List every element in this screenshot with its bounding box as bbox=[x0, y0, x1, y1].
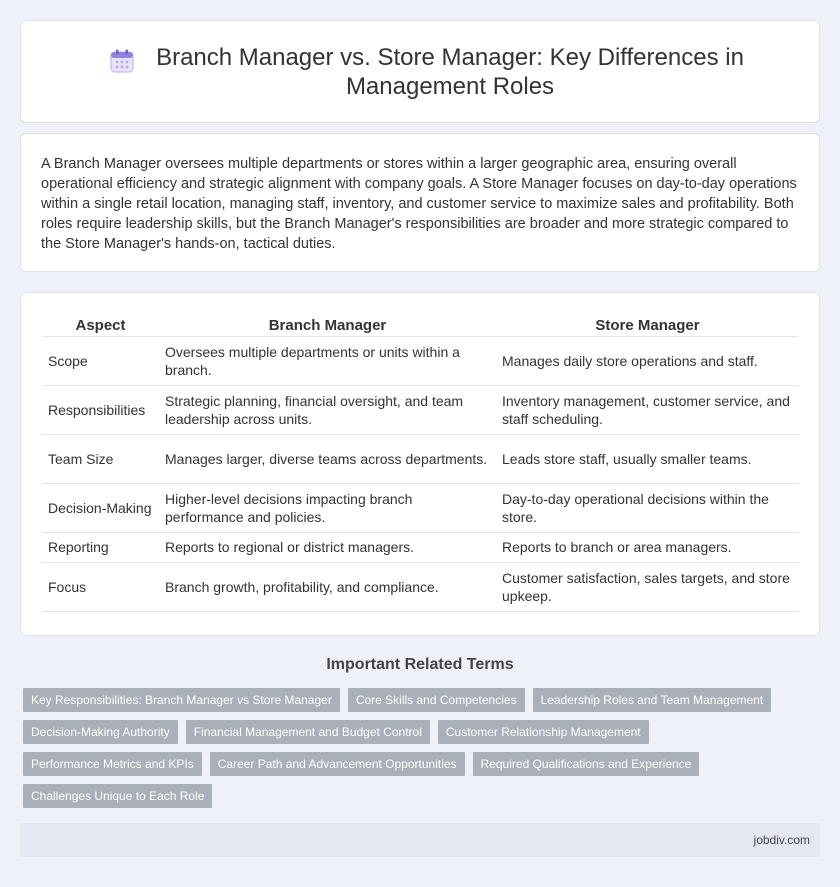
page-title: Branch Manager vs. Store Manager: Key Differences in Management Roles bbox=[156, 43, 744, 100]
related-terms-list bbox=[23, 688, 783, 816]
column-header-store-manager: Store Manager bbox=[496, 314, 799, 336]
table-row bbox=[42, 385, 799, 434]
aspect-cell: Team Size bbox=[42, 434, 159, 483]
related-term-link[interactable]: Career Path and Advancement Opportunities bbox=[210, 752, 465, 776]
column-header-branch-manager: Branch Manager bbox=[159, 314, 496, 336]
store-manager-cell: Manages daily store operations and staff. bbox=[496, 336, 799, 385]
table-row bbox=[42, 434, 799, 483]
aspect-cell: Scope bbox=[42, 336, 159, 385]
intro-paragraph: A Branch Manager oversees multiple departments or stores within a larger geographic area, ensuring overall operational efficiency and strategic alignment with company goals. A Store Manager focuses on day-to-day operations within a single retail location, managing staff, inventory, and customer service to maximize sales and profitability. Both roles require leadership skills, but the Branch Manager's responsibilities are broader and more strategic compared to the Store Manager's hands-on, tactical duties. bbox=[41, 156, 797, 252]
branch-manager-cell: Strategic planning, financial oversight, and team leadership across units. bbox=[159, 385, 496, 434]
related-term-link[interactable]: Performance Metrics and KPIs bbox=[23, 752, 202, 776]
store-manager-cell: Leads store staff, usually smaller teams. bbox=[496, 434, 799, 483]
related-term-link[interactable]: Decision-Making Authority bbox=[23, 720, 178, 744]
comparison-table-card bbox=[20, 292, 820, 636]
aspect-cell: Responsibilities bbox=[42, 385, 159, 434]
related-term-link[interactable]: Challenges Unique to Each Role bbox=[23, 784, 212, 808]
intro-card bbox=[20, 133, 820, 272]
table-row bbox=[42, 532, 799, 562]
table-row bbox=[42, 483, 799, 532]
aspect-cell: Focus bbox=[42, 562, 159, 611]
related-term-link[interactable]: Required Qualifications and Experience bbox=[473, 752, 700, 776]
comparison-table bbox=[42, 314, 799, 612]
store-manager-cell: Customer satisfaction, sales targets, and store upkeep. bbox=[496, 562, 799, 611]
table-header-row bbox=[42, 314, 799, 336]
store-manager-cell: Inventory management, customer service, and staff scheduling. bbox=[496, 385, 799, 434]
aspect-cell: Decision-Making bbox=[42, 483, 159, 532]
table-row bbox=[42, 336, 799, 385]
table-row bbox=[42, 562, 799, 611]
branch-manager-cell: Oversees multiple departments or units within a branch. bbox=[159, 336, 496, 385]
branch-manager-cell: Branch growth, profitability, and compliance. bbox=[159, 562, 496, 611]
store-manager-cell: Day-to-day operational decisions within the store. bbox=[496, 483, 799, 532]
branch-manager-cell: Higher-level decisions impacting branch performance and policies. bbox=[159, 483, 496, 532]
related-term-link[interactable]: Leadership Roles and Team Management bbox=[533, 688, 772, 712]
header-card bbox=[20, 20, 820, 123]
related-terms-heading: Important Related Terms bbox=[326, 656, 514, 673]
related-term-link[interactable]: Core Skills and Competencies bbox=[348, 688, 525, 712]
store-manager-cell: Reports to branch or area managers. bbox=[496, 532, 799, 562]
related-term-link[interactable]: Financial Management and Budget Control bbox=[186, 720, 430, 744]
related-term-link[interactable]: Key Responsibilities: Branch Manager vs Store Manager bbox=[23, 688, 340, 712]
column-header-aspect: Aspect bbox=[42, 314, 159, 336]
branch-manager-cell: Manages larger, diverse teams across departments. bbox=[159, 434, 496, 483]
footer bbox=[20, 823, 820, 857]
footer-site-link[interactable]: jobdiv.com bbox=[753, 833, 810, 847]
related-term-link[interactable]: Customer Relationship Management bbox=[438, 720, 649, 744]
aspect-cell: Reporting bbox=[42, 532, 159, 562]
branch-manager-cell: Reports to regional or district managers. bbox=[159, 532, 496, 562]
